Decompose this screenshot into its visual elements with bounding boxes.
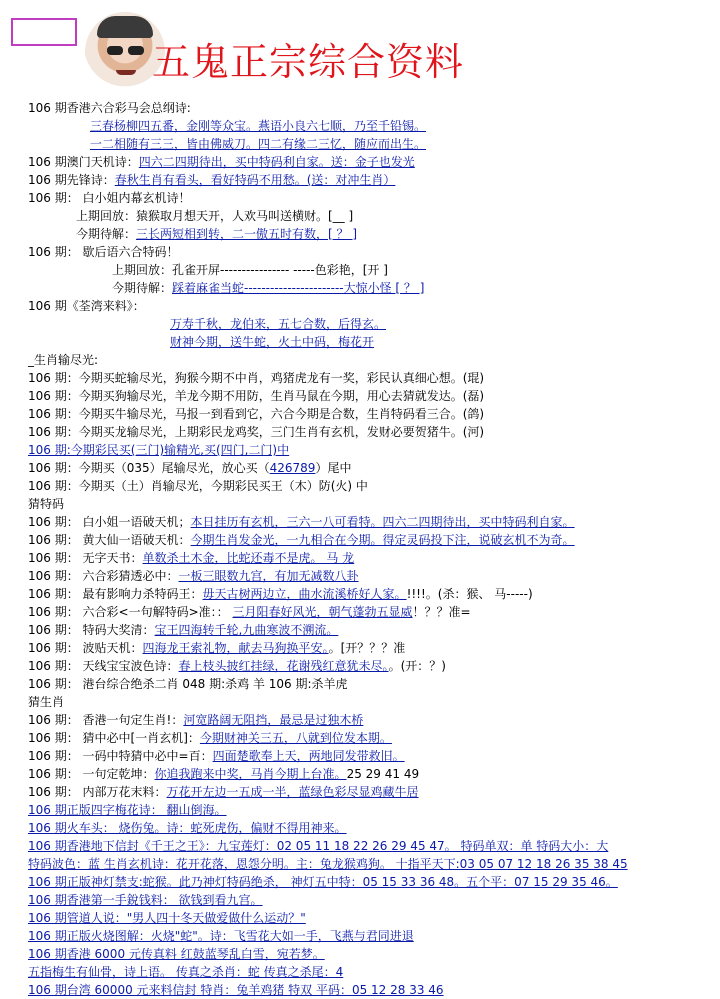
text-line [28, 981, 710, 999]
linked-text[interactable]: 春秋生肖有看头，看好特码不用愁。(送：对冲生肖） [114, 173, 396, 187]
text-line [28, 927, 710, 945]
line-text: 106 期： 天线宝宝波色诗： [28, 659, 179, 673]
header-frame-box [11, 18, 77, 46]
text-line [28, 423, 710, 441]
line-text: 106 期： 猜中必中[一肖玄机]： [28, 731, 200, 745]
linked-text[interactable]: 特码波色：蓝 生肖玄机诗：花开花落，恩怨分明。主：兔龙猴鸡狗。 十指平天下:03 05 07 12 18 26 35 38 45 [28, 857, 628, 871]
line-text: 106 期： 内部万花末料： [28, 785, 167, 799]
linked-text[interactable]: 单数杀土木金，比蛇还毒不是虎。 马 龙 [142, 551, 355, 565]
portrait-hair [97, 16, 153, 38]
line-text: 猜生肖 [28, 695, 65, 709]
text-line [28, 297, 710, 315]
line-text: 106 期《荃湾来料》： [28, 299, 145, 313]
text-line [28, 477, 710, 495]
line-text: 106 期：今期买狗输尽光，羊龙今期不用防，生肖马鼠在今期，用心去猜就发达。(磊) [28, 389, 485, 403]
text-line [28, 747, 710, 765]
linked-text[interactable]: 一二相随有三三，皆由佛威刀。四二有缘二三忆，随应而出生。 [90, 137, 427, 151]
portrait-mouth [116, 70, 136, 75]
text-line [28, 765, 710, 783]
line-text: !!!!。(杀：猴、 马-----) [406, 587, 533, 601]
text-line [28, 279, 710, 297]
text-line [28, 783, 710, 801]
linked-text[interactable]: 三长两短相到转，二一傲五时有数，[ ？ ] [136, 227, 358, 241]
text-line [28, 117, 710, 135]
text-line [28, 225, 710, 243]
text-line [28, 621, 710, 639]
linked-text[interactable]: 今期财神关三五，八就到位发本期。 [199, 731, 392, 745]
text-line [28, 207, 710, 225]
line-text: 106 期先锋诗： [28, 173, 115, 187]
linked-text[interactable]: 四海龙王索礼物，献去马狗换平安。 [142, 641, 329, 655]
linked-text[interactable]: 三春杨柳四五番，金刚等众宝。燕语小良六七顺，乃至千铅锡。 [90, 119, 427, 133]
line-text: 106 期： 特码大奖清： [28, 623, 155, 637]
linked-text[interactable]: 春上枝头披红挂绿，花谢残红意犹未尽。 [178, 659, 389, 673]
line-text: 今期待解： [76, 227, 137, 241]
text-line [28, 189, 710, 207]
linked-text[interactable]: 万寿千秋，龙伯来，五七合数，后得玄。 [170, 317, 387, 331]
line-text: _生肖输尽光: [28, 353, 99, 367]
linked-text[interactable]: 106 期正版神灯禁支:蛇猴。此乃神灯特码绝杀， 神灯五中特：05 15 33 36 48。五个平：07 15 29 35 46。 [28, 875, 618, 889]
text-line [28, 513, 710, 531]
text-line [28, 837, 710, 855]
portrait-glasses-left [107, 46, 123, 55]
line-text: 106 期： 无字天书： [28, 551, 143, 565]
text-line [28, 351, 710, 369]
linked-text[interactable]: 四六二四期待出，买中特码利自家。送：金子也发光 [138, 155, 415, 169]
linked-text[interactable]: 五指梅生有仙骨，诗上语。 传真之杀肖：蛇 传真之杀尾：4 [28, 965, 344, 979]
line-text: 106 期： 一码中特猜中必中=百： [28, 749, 213, 763]
linked-text[interactable]: 踩着麻雀当蛇-----------------------大惊小怪 [ ？ ] [172, 281, 425, 295]
text-line [28, 819, 710, 837]
line-text: 106 期： 波贴天机： [28, 641, 143, 655]
text-line [28, 729, 710, 747]
line-text: 猜特码 [28, 497, 65, 511]
text-line [28, 909, 710, 927]
line-text: 106 期： 六合彩猜透必中： [28, 569, 179, 583]
text-line [28, 369, 710, 387]
line-text: 106 期：今期买（035）尾输尽光，放心买（ [28, 461, 270, 475]
linked-text[interactable]: 106 期香港第一手銳钱料： 欲钱到看九宫。 [28, 893, 263, 907]
text-line [28, 855, 710, 873]
line-text: 106 期： 六合彩<一句解特码>准：： [28, 605, 233, 619]
linked-text[interactable]: 毋天古树两边立，曲水流溪桥好人家。 [202, 587, 407, 601]
line-text: 上期回放：猿猴取月想天开，人欢马叫送横财。[__ ] [76, 209, 354, 223]
linked-text[interactable]: 宝王四海转千轮,九曲寒波不溯流。 [154, 623, 339, 637]
text-line [28, 243, 710, 261]
text-line [28, 639, 710, 657]
text-line [28, 549, 710, 567]
text-line [28, 675, 710, 693]
line-text: 106 期：今期买（土）肖输尽光，今期彩民买王（木）防(火) 中 [28, 479, 368, 493]
line-text: 106 期： 最有影响力杀特码王： [28, 587, 203, 601]
text-line [28, 441, 710, 459]
document-body [28, 99, 710, 999]
text-line [28, 135, 710, 153]
text-line [28, 387, 710, 405]
text-line [28, 531, 710, 549]
linked-text[interactable]: 你追我跑来中奖，马肖今期上台准。 [154, 767, 347, 781]
line-text: 106 期： 一句定乾坤： [28, 767, 155, 781]
text-line [28, 801, 710, 819]
linked-text[interactable]: 本日挂历有玄机，三六一八可看特。四六二四期待出，买中特码利自家。 [190, 515, 575, 529]
linked-text[interactable]: 三月阳春好风光，朝气蓬勃五显威 [232, 605, 413, 619]
linked-text[interactable]: 今期生肖发金光，一九相合在今期。得定灵码投下注，说破玄机不为奇。 [190, 533, 575, 547]
text-line [28, 495, 710, 513]
linked-text[interactable]: 一板三眼数九宫，有加无减数八卦 [178, 569, 359, 583]
line-text: 106 期：今期买龙输尽光，上期彩民龙鸡奖，三门生肖有玄机，发财必要贺猪牛。(河) [28, 425, 485, 439]
text-line [28, 99, 710, 117]
line-text: 106 期： 白小姐一语破天机； [28, 515, 191, 529]
text-line [28, 891, 710, 909]
line-text: 上期回放：孔雀开屏---------------- -----色彩艳，[开 ] [112, 263, 388, 277]
line-text: 106 期： 香港一句定生肖!： [28, 713, 184, 727]
linked-text[interactable]: 106 期管道人说："男人四十冬天做爱做什么运动？" [28, 911, 306, 925]
linked-text[interactable]: 四面楚歌奉上天，两地同发带救旧。 [212, 749, 405, 763]
linked-text[interactable]: 万花开左边一五成一半，蓝绿色彩尽显鸡藏牛居 [166, 785, 419, 799]
text-line [28, 657, 710, 675]
text-line [28, 873, 710, 891]
text-line [28, 171, 710, 189]
linked-text[interactable]: 财神今期，送牛蛇，火土中码，梅花开 [170, 335, 375, 349]
text-line [28, 153, 710, 171]
text-line [28, 261, 710, 279]
text-line [28, 459, 710, 477]
text-line [28, 963, 710, 981]
line-text: ！？？准= [412, 605, 471, 619]
text-line [28, 405, 710, 423]
text-line [28, 603, 710, 621]
line-text: 106 期： 歇后语六合特码！ [28, 245, 179, 259]
text-line [28, 711, 710, 729]
line-text: 106 期香港六合彩马会总纲诗: [28, 101, 191, 115]
line-text: 今期待解： [112, 281, 173, 295]
line-text: 25 29 41 49 [346, 767, 420, 781]
text-line [28, 333, 710, 351]
text-line [28, 693, 710, 711]
line-text: 。[开？？？准 [328, 641, 406, 655]
linked-text[interactable]: 106 期火车头： 烧伤兔。诗：蛇死虎伤，偏财不得用神来。 [28, 821, 347, 835]
linked-text[interactable]: 106 期香港地下信封《千王之王》：九宝莲灯：02 05 11 18 22 26 29 45 47。 特码单双：单 特码大小：大 [28, 839, 609, 853]
text-line [28, 585, 710, 603]
line-text: 106 期：今期买蛇输尽光，狗猴今期不中肖，鸡猪虎龙有一奖，彩民认真细心想。(琨) [28, 371, 485, 385]
text-line [28, 567, 710, 585]
text-line [28, 945, 710, 963]
text-line [28, 315, 710, 333]
linked-text[interactable]: 106 期香港 6000 元传真料 红鼓蓝琴乱白雪，宛若梦。 [28, 947, 325, 961]
line-text: 106 期： 白小姐内幕玄机诗！ [28, 191, 191, 205]
line-text: 106 期： 黄大仙一语破天机： [28, 533, 191, 547]
line-text: ）尾中 [315, 461, 352, 475]
line-text: 106 期澳门天机诗： [28, 155, 139, 169]
line-text: 106 期： 港台综合绝杀二肖 048 期:杀鸡 羊 106 期:杀羊虎 [28, 677, 348, 691]
linked-text[interactable]: 426789 [269, 461, 316, 475]
portrait-glasses-right [128, 46, 144, 55]
line-text: 。(开：？) [388, 659, 446, 673]
linked-text[interactable]: 106 期台湾 60000 元来料信封 特肖：兔羊鸡猪 特双 平码：05 12 28 33 46 [28, 983, 444, 997]
linked-text[interactable]: 106 期:今期彩民买(三门)输精光,买(四门,二门)中 [28, 443, 290, 457]
linked-text[interactable]: 106 期正版四字梅花诗： 翻山倒海。 [28, 803, 227, 817]
line-text: 106 期：今期买牛输尽光，马报一到看到它，六合今期是合数，生肖特码看三合。(鸽) [28, 407, 485, 421]
page-title: 五鬼正宗综合资料 [152, 40, 465, 84]
linked-text[interactable]: 106 期正版火烧图解：火烧"蛇"。诗：飞雪花大如一手，飞燕与君同进退 [28, 929, 414, 943]
linked-text[interactable]: 河宽路阔无阻挡，最忌是过独木桥 [183, 713, 364, 727]
